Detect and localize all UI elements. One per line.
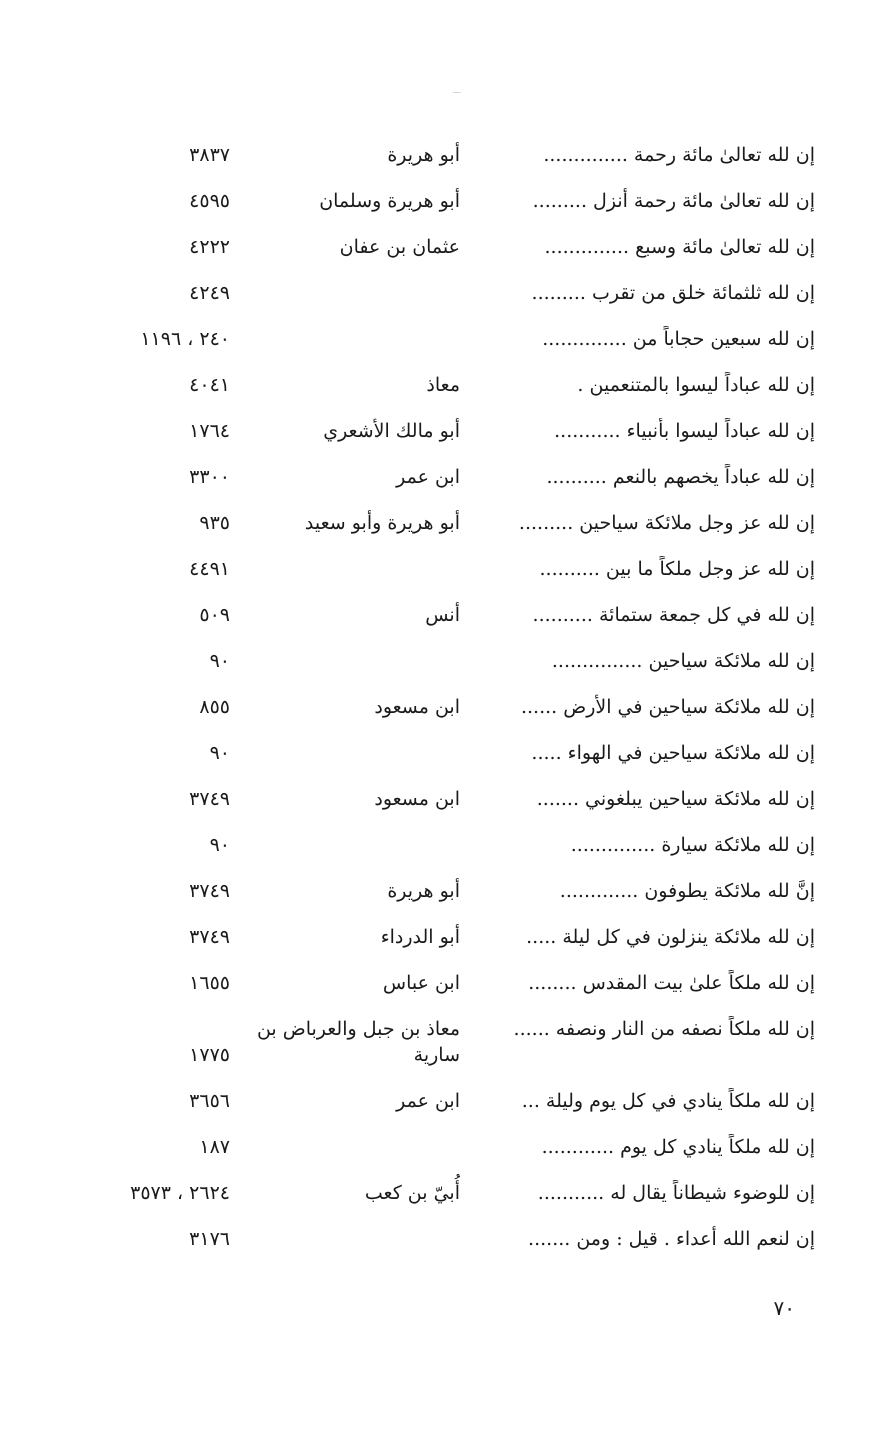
scan-mark — [453, 92, 461, 93]
hadith-index-list — [40, 134, 815, 1264]
index-entry — [40, 778, 815, 824]
index-entry — [40, 318, 815, 364]
narrator: أنس — [425, 604, 460, 626]
hadith-incipit: إن لله عباداً يخصهم بالنعم .......... — [546, 466, 815, 488]
narrator: ابن عمر — [396, 466, 460, 488]
narrator: ابن عباس — [382, 972, 460, 994]
hadith-numbers: ٤٢٤٩ — [189, 282, 230, 304]
hadith-numbers: ٤٢٢٢ — [189, 236, 230, 258]
narrator: معاذ — [426, 374, 460, 396]
narrator: أبو الدرداء — [380, 926, 460, 948]
hadith-incipit: إن لله ملكاً ينادي في كل يوم وليلة ... — [521, 1090, 815, 1112]
hadith-numbers: ١٧٦٤ — [189, 420, 230, 442]
narrator: أبو هريرة — [387, 144, 460, 166]
index-entry — [40, 364, 815, 410]
narrator: معاذ بن جبل والعرباض بن سارية — [256, 1018, 460, 1066]
index-entry — [40, 1126, 815, 1172]
index-entry — [40, 180, 815, 226]
hadith-incipit: إن للوضوء شيطاناً يقال له ........... — [537, 1182, 815, 1204]
hadith-incipit: إن لله تعالىٰ مائة رحمة .............. — [543, 144, 815, 166]
hadith-numbers: ٣٧٤٩ — [189, 880, 230, 902]
hadith-incipit: إن لله ملائكة سياحين في الأرض ...... — [520, 696, 815, 718]
narrator: أبو هريرة وأبو سعيد — [304, 512, 460, 534]
hadith-numbers: ٣٣٠٠ — [189, 466, 230, 488]
hadith-numbers: ٣٧٤٩ — [189, 788, 230, 810]
hadith-numbers: ٩٣٥ — [199, 512, 230, 534]
index-entry — [40, 410, 815, 456]
hadith-incipit: إن لله عز وجل ملكاً ما بين .......... — [539, 558, 815, 580]
hadith-incipit: إن لله ثلثمائة خلق من تقرب ......... — [531, 282, 815, 304]
index-entry — [40, 548, 815, 594]
narrator: أُبيّ بن كعب — [364, 1182, 460, 1204]
hadith-numbers: ١٧٧٥ — [189, 1044, 230, 1066]
index-entry — [40, 640, 815, 686]
hadith-incipit: إن لله عباداً ليسوا بالمتنعمين . — [577, 374, 815, 396]
hadith-numbers: ٣٧٤٩ — [189, 926, 230, 948]
hadith-numbers: ٢٤٠ ، ١١٩٦ — [140, 328, 230, 350]
hadith-numbers: ٣٦٥٦ — [189, 1090, 230, 1112]
index-entry — [40, 502, 815, 548]
hadith-numbers: ٥٠٩ — [199, 604, 230, 626]
hadith-incipit: إن لله تعالىٰ مائة رحمة أنزل ......... — [532, 190, 815, 212]
narrator: أبو هريرة — [387, 880, 460, 902]
narrator: ابن مسعود — [374, 696, 460, 718]
hadith-numbers: ٤٤٩١ — [189, 558, 230, 580]
hadith-incipit: إن لله تعالىٰ مائة وسبع .............. — [544, 236, 815, 258]
hadith-incipit: إن لله عز وجل ملائكة سياحين ......... — [518, 512, 815, 534]
hadith-numbers: ٤٠٤١ — [189, 374, 230, 396]
hadith-incipit: إن لله ملائكة سياحين ............... — [551, 650, 815, 672]
hadith-incipit: إن لله سبعين حجاباً من .............. — [542, 328, 815, 350]
hadith-incipit: إنَّ لله ملائكة يطوفون ............. — [559, 880, 815, 902]
hadith-numbers: ٣٨٣٧ — [189, 144, 230, 166]
index-entry — [40, 272, 815, 318]
hadith-incipit: إن لله ملائكة سياحين يبلغوني ....... — [536, 788, 815, 810]
index-entry — [40, 824, 815, 870]
hadith-incipit: إن لله ملكاً ينادي كل يوم ............ — [541, 1136, 815, 1158]
narrator: ابن مسعود — [374, 788, 460, 810]
narrator: ابن عمر — [396, 1090, 460, 1112]
index-entry — [40, 916, 815, 962]
hadith-numbers: ٣١٧٦ — [189, 1228, 230, 1250]
index-entry — [40, 134, 815, 180]
hadith-numbers: ٢٦٢٤ ، ٣٥٧٣ — [130, 1182, 230, 1204]
index-entry — [40, 1080, 815, 1126]
hadith-incipit: إن لله ملكاً علىٰ بيت المقدس ........ — [528, 972, 815, 994]
index-entry — [40, 732, 815, 778]
hadith-incipit: إن لنعم الله أعداء . قيل : ومن ....... — [528, 1228, 815, 1250]
index-entry — [40, 962, 815, 1008]
hadith-incipit: إن لله ملكاً نصفه من النار ونصفه ...... — [513, 1018, 815, 1040]
index-entry — [40, 1008, 815, 1080]
index-entry — [40, 594, 815, 640]
narrator: عثمان بن عفان — [339, 236, 460, 258]
hadith-numbers: ٩٠ — [209, 650, 230, 672]
hadith-incipit: إن لله ملائكة ينزلون في كل ليلة ..... — [526, 926, 815, 948]
hadith-numbers: ١٨٧ — [199, 1136, 230, 1158]
index-entry — [40, 226, 815, 272]
hadith-incipit: إن لله في كل جمعة ستمائة .......... — [532, 604, 815, 626]
hadith-incipit: إن لله عباداً ليسوا بأنبياء ........... — [554, 420, 815, 442]
index-entry — [40, 686, 815, 732]
hadith-incipit: إن لله ملائكة سيارة .............. — [570, 834, 815, 856]
page-number: ٧٠ — [773, 1296, 795, 1320]
narrator: أبو هريرة وسلمان — [319, 190, 460, 212]
hadith-numbers: ٨٥٥ — [199, 696, 230, 718]
hadith-numbers: ١٦٥٥ — [189, 972, 230, 994]
hadith-numbers: ٩٠ — [209, 834, 230, 856]
hadith-numbers: ٩٠ — [209, 742, 230, 764]
index-entry — [40, 456, 815, 502]
index-entry — [40, 870, 815, 916]
index-entry — [40, 1218, 815, 1264]
index-entry — [40, 1172, 815, 1218]
hadith-numbers: ٤٥٩٥ — [189, 190, 230, 212]
narrator: أبو مالك الأشعري — [323, 420, 460, 442]
hadith-incipit: إن لله ملائكة سياحين في الهواء ..... — [531, 742, 815, 764]
